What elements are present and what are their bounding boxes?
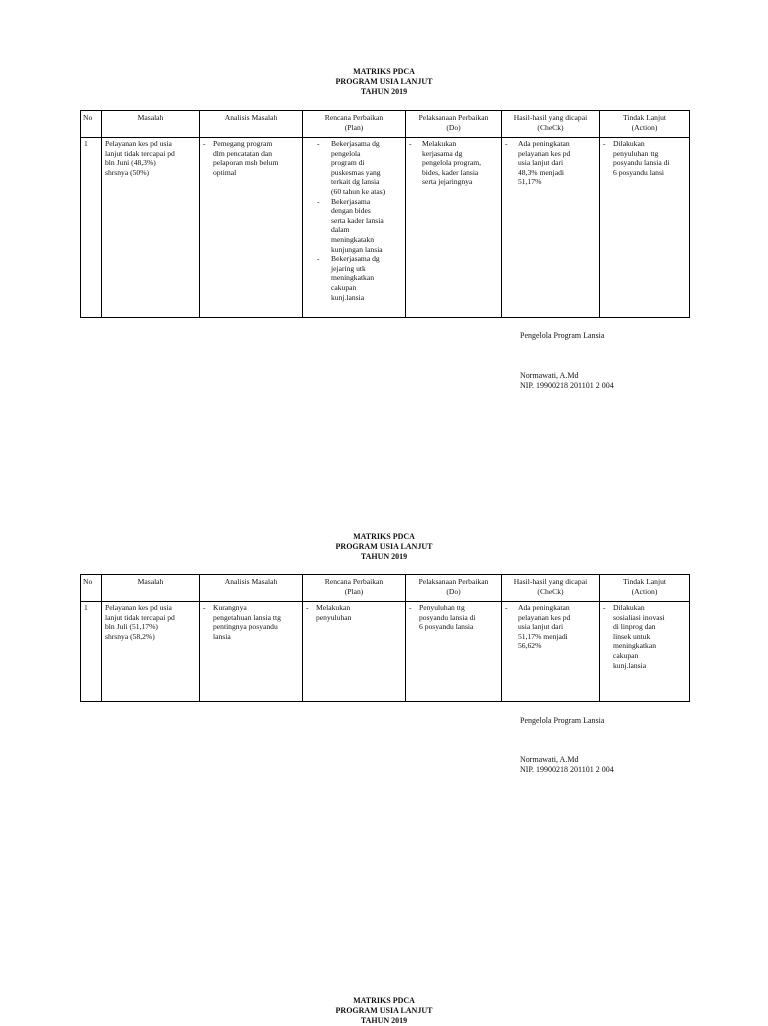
plan-item: - Bekerjasama dg jejaring utk meningkatkan cakupan kunj.lansia [317,254,402,302]
text-line: Melakukan [422,139,457,148]
header-do-line2: (Do) [446,586,461,596]
text-line: penyuluhan ttg [613,148,659,158]
header-action-line2: (Action) [631,122,658,132]
text-line: cakupan [331,282,357,292]
dash-bullet: - [603,139,606,148]
dash-bullet: - [203,139,206,148]
text-line: posyandu lansia di [419,612,476,622]
text-line: dalam [331,225,350,235]
signature-role: Pengelola Program Lansia [520,716,605,725]
pdca-table [80,110,690,318]
text-line: bln Juli (51,17%) [105,622,158,632]
header-no: No [81,575,102,602]
header-check-line2: (CheCk) [537,122,564,132]
header-action-line1: Tindak Lanjut [623,113,666,122]
cell-analisis [200,138,303,318]
header-check-line2: (CheCk) [537,586,564,596]
text-line: cakupan [613,650,639,660]
text-line: (60 tahun ke atas) [331,186,386,196]
header-action-line1: Tindak Lanjut [623,577,666,586]
cell-no: 1 [81,602,102,702]
text-line: 48,3% menjadi [518,167,564,177]
header-plan-line2: (Plan) [344,586,364,596]
text-line: kunjungan lansia [331,244,383,254]
cell-masalah [102,602,200,702]
header-plan [303,111,406,138]
text-line: terkait dg lansia [331,177,380,187]
header-check-line1: Hasil-hasil yang dicapai [513,113,588,122]
cell-no: 1 [81,138,102,318]
text-line: Dilakukan [613,603,645,612]
dash-bullet: - [505,139,508,148]
signature-nip: NIP. 19900218 201101 2 004 [520,381,614,390]
header-plan-line1: Rencana Perbaikan [324,113,384,122]
dash-bullet: - [203,603,206,612]
text-line: shrsnya (50%) [105,167,150,177]
table-header-row [81,111,690,138]
text-line: usia lanjut dari [518,622,564,632]
cell-plan [303,138,406,318]
text-line: kunj.lansia [613,660,647,670]
pdca-table [80,574,690,702]
cell-action [600,602,690,702]
cell-masalah [102,138,200,318]
text-line: Ada peningkatan [518,603,570,612]
text-line: lanjut tidak tercapai pd [105,148,175,158]
text-line: Ada peningkatan [518,139,570,148]
title-line-3: TAHUN 2019 [360,552,408,561]
text-line: dengan bides [331,206,371,216]
cell-check [502,602,600,702]
text-line: bides, kader lansia [422,167,479,177]
title-line-1: MATRIKS PDCA [353,532,415,541]
plan-item: - Bekerjasama dengan bides serta kader lansia dalam meningkatakn kunjungan lansia [317,197,402,255]
text-line: shrsnya (58,2%) [105,631,155,641]
document-title [0,532,768,562]
text-line: sosialiasi inovasi [613,612,665,622]
cell-plan [303,602,406,702]
header-plan-line1: Rencana Perbaikan [324,577,384,586]
header-check [502,575,600,602]
header-check [502,111,600,138]
header-do [406,575,502,602]
signature-name: Normawati, A.Md [520,754,579,764]
text-line: Bekerjasama dg [331,254,380,264]
title-line-2: PROGRAM USIA LANJUT [335,1006,433,1015]
header-masalah: Masalah [102,111,200,138]
signature-name: Normawati, A.Md [520,370,579,380]
cell-check [502,138,600,318]
header-plan [303,575,406,602]
document-title [0,996,768,1026]
text-line: pelayanan kes pd [518,148,571,158]
text-line: pengelola program, [422,158,482,168]
text-line: pelaporan msh belum [213,158,279,168]
header-plan-line2: (Plan) [344,122,364,132]
text-line: kerjasama dg [422,148,463,158]
text-line: meningkatkan [331,273,375,283]
plan-item: - Melakukan penyuluhan [306,603,402,622]
text-line: pengetahuan lansia ttg [213,612,281,622]
text-line: Bekerjasama [331,196,371,206]
signature-block [520,716,614,776]
title-line-3: TAHUN 2019 [360,1016,408,1025]
title-line-1: MATRIKS PDCA [353,996,415,1005]
table-row [81,138,690,318]
title-line-1: MATRIKS PDCA [353,67,415,76]
dash-bullet: - [409,603,412,612]
text-line: Dilakukan [613,139,645,148]
text-line: 51,17% [518,177,542,187]
cell-action [600,138,690,318]
dash-bullet: - [603,603,606,612]
title-line-2: PROGRAM USIA LANJUT [335,542,433,551]
header-action [600,575,690,602]
text-line: linsek untuk [613,631,651,641]
title-line-3: TAHUN 2019 [360,87,408,96]
text-line: puskesmas yang [331,167,381,177]
table-row [81,602,690,702]
text-line: lansia [213,631,231,641]
table-header-row [81,575,690,602]
text-line: dlm pencatatan dan [213,148,273,158]
text-line: pengelola [331,148,361,158]
text-line: di linprog dan [613,622,656,632]
text-line: penyuluhan [316,612,352,622]
header-check-line1: Hasil-hasil yang dicapai [513,577,588,586]
signature-role: Pengelola Program Lansia [520,331,605,340]
signature-block [520,331,614,392]
text-line: Pelayanan kes pd usia [105,603,172,612]
header-do-line2: (Do) [446,122,461,132]
header-do-line1: Pelaksanaan Perbaikan [418,577,489,586]
header-no: No [81,111,102,138]
cell-do [406,138,502,318]
text-line: meningkatakn [331,234,375,244]
text-line: Kurangnya [213,603,247,612]
text-line: 6 posyandu lansi [613,167,665,177]
text-line: lanjut tidak tercapai pd [105,612,175,622]
header-masalah: Masalah [102,575,200,602]
text-line: Penyuluhan ttg [419,603,465,612]
header-do [406,111,502,138]
dash-bullet: - [505,603,508,612]
text-line: Bekerjasama dg [331,139,380,148]
signature-nip: NIP. 19900218 201101 2 004 [520,765,614,774]
text-line: usia lanjut dari [518,158,564,168]
header-analisis: Analisis Masalah [200,575,303,602]
header-do-line1: Pelaksanaan Perbaikan [418,113,489,122]
text-line: posyandu lansia di [613,158,670,168]
header-action-line2: (Action) [631,586,658,596]
text-line: serta jejaringnya [422,177,473,187]
cell-do [406,602,502,702]
text-line: Melakukan [316,603,351,612]
document-title [0,67,768,97]
text-line: jejaring utk [331,263,366,273]
text-line: bln Juni (48,3%) [105,158,156,168]
header-action [600,111,690,138]
header-analisis: Analisis Masalah [200,111,303,138]
cell-analisis [200,602,303,702]
plan-item: - Bekerjasama dg pengelola program di puskesmas yang terkait dg lansia (60 tahun ke atas) [317,139,402,197]
text-line: meningkatkan [613,641,657,651]
text-line: Pemegang program [213,139,273,148]
text-line: optimal [213,167,237,177]
text-line: Pelayanan kes pd usia [105,139,172,148]
text-line: 6 posyandu lansia [419,622,474,632]
text-line: program di [331,158,365,168]
dash-bullet: - [409,139,412,148]
text-line: pelayanan kes pd [518,612,571,622]
text-line: 51,17% menjadi [518,631,568,641]
text-line: 56,62% [518,641,542,651]
text-line: pentingnya posyandu [213,622,278,632]
text-line: serta kader lansia [331,215,384,225]
text-line: kunj.lansia [331,292,365,302]
title-line-2: PROGRAM USIA LANJUT [335,77,433,86]
